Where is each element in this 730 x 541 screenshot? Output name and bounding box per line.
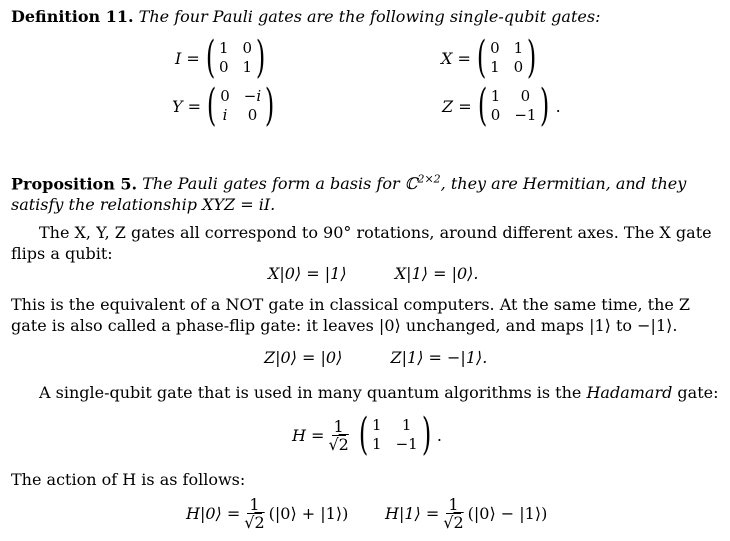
equation-pauli-i [175, 32, 271, 83]
equation-hadamard: H = $\frac{1}{√2}$ ( 1 1 1 −1 ) . [292, 409, 442, 460]
equation-x-flip: X|0⟩ = |1⟩ X|1⟩ = |0⟩. [268, 264, 479, 283]
pauli-z-lhs: Z = [442, 96, 472, 116]
proposition-label: Proposition 5. [11, 174, 138, 194]
definition [11, 6, 721, 27]
proposition-text: The Pauli gates form a basis for ℂ$^{2\times 2}$, they are Hermitian, and they satisfy the relationship XYZ = iI. [11, 173, 687, 215]
paragraph-action: The action of H is as follows: [11, 470, 246, 489]
equation-h-action-0: H|0⟩ = $\frac{1}{√2}$ (|0⟩ + |1⟩) [186, 495, 349, 532]
hadamard-fraction: $\frac{1}{√2}$ [328, 416, 349, 454]
definition-text: The four Pauli gates are the following single-qubit gates: [138, 7, 601, 26]
pauli-y-matrix: ( 0 −i i 0 ) [206, 80, 275, 131]
definition-label: Definition 11. [11, 7, 134, 26]
equation-h-action-1: H|1⟩ = $\frac{1}{√2}$ (|0⟩ − |1⟩) [385, 495, 548, 532]
paragraph-hadamard: A single-qubit gate that is used in many quantum algorithms is the Hadamard gate: [39, 383, 719, 402]
equation-z-phase: Z|0⟩ = |0⟩ Z|1⟩ = −|1⟩. [264, 348, 488, 367]
pauli-i-lhs: I = [175, 48, 200, 68]
pauli-i-matrix: ( 1 0 0 1 ) [205, 32, 266, 83]
paragraph-xyz: The X, Y, Z gates all correspond to 90° rotations, around different axes. The X gate flips a qubit: [11, 223, 712, 263]
pauli-y-lhs: Y = [172, 96, 202, 116]
equation-pauli-y [172, 80, 280, 131]
equation-pauli-z: Z = ( 1 0 0 −1 ) . [442, 80, 561, 131]
pauli-x-matrix: ( 0 1 1 0 ) [476, 32, 537, 83]
proposition [11, 169, 721, 215]
pauli-x-lhs: X = [441, 48, 471, 68]
pauli-z-matrix: ( 1 0 0 −1 ) [477, 80, 550, 131]
paragraph-not-gate: This is the equivalent of a NOT gate in classical computers. At the same time, the Z gate is also called a phase-flip gate: it leaves |0⟩ unchanged, and maps |1⟩ to −|1⟩. [11, 295, 691, 335]
hadamard-matrix: ( 1 1 1 −1 ) [358, 409, 431, 460]
equation-pauli-x [441, 32, 542, 83]
